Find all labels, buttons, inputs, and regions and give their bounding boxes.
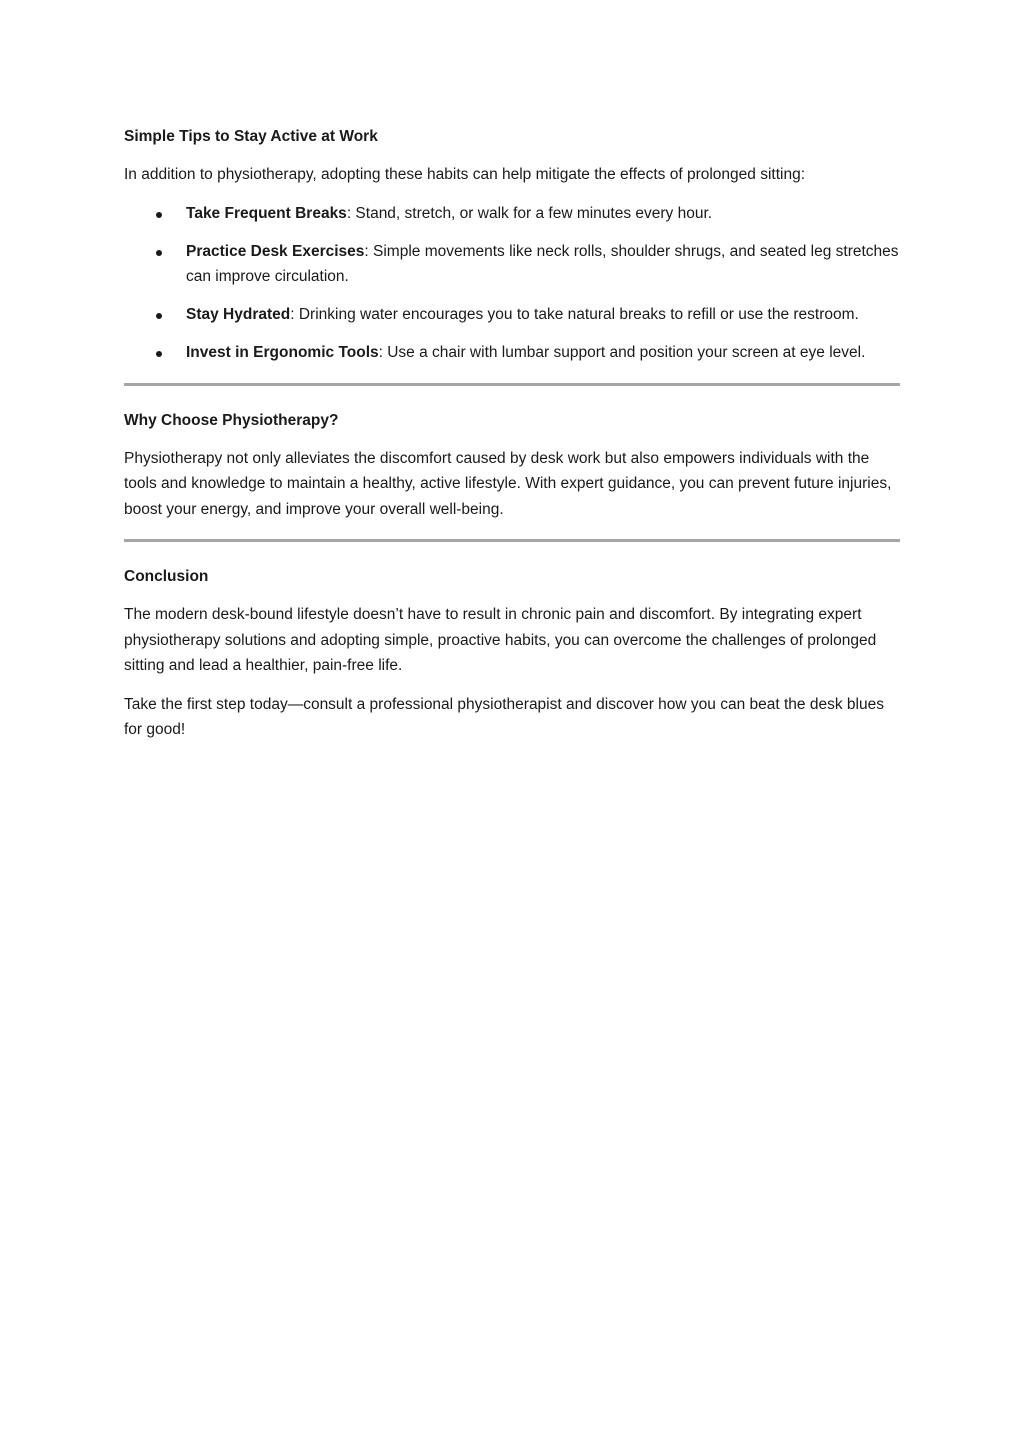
list-item xyxy=(124,239,900,290)
bullet-icon xyxy=(156,313,162,319)
why-body: Physiotherapy not only alleviates the discomfort caused by desk work but also empowers individuals with the tools and knowledge to maintain a healthy, active lifestyle. With expert guidance, you can prevent future injuries, boost your energy, and improve your overall well-being. xyxy=(124,449,892,518)
tips-heading: Simple Tips to Stay Active at Work xyxy=(124,128,378,145)
tip-text: : Stand, stretch, or walk for a few minutes every hour. xyxy=(346,204,713,222)
section-divider xyxy=(124,539,900,542)
conclusion-section xyxy=(124,564,900,743)
tip-term: Invest in Ergonomic Tools xyxy=(186,344,379,361)
conclusion-paragraph: The modern desk-bound lifestyle doesn’t have to result in chronic pain and discomfort. By integrating expert physiotherapy solutions and adopting simple, proactive habits, you can overcome the challenges of prolonged sitting and lead a healthier, pain-free life. xyxy=(124,606,877,674)
tip-text: : Simple movements like neck rolls, shoulder shrugs, and seated leg stretches can improve circulation. xyxy=(186,242,899,285)
tips-section xyxy=(124,124,900,366)
tip-term: Stay Hydrated xyxy=(186,306,291,323)
tip-text: : Drinking water encourages you to take natural breaks to refill or use the restroom. xyxy=(290,306,859,323)
bullet-icon xyxy=(156,351,162,357)
tips-intro: In addition to physiotherapy, adopting these habits can help mitigate the effects of prolonged sitting: xyxy=(124,166,806,183)
why-section xyxy=(124,408,900,523)
bullet-icon xyxy=(156,212,162,218)
document-page xyxy=(124,124,900,756)
conclusion-paragraph: Take the first step today—consult a professional physiotherapist and discover how you can beat the desk blues for good! xyxy=(124,695,884,738)
why-heading: Why Choose Physiotherapy? xyxy=(124,411,339,429)
bullet-icon xyxy=(156,250,162,256)
section-divider xyxy=(124,383,900,386)
tip-text: : Use a chair with lumbar support and position your screen at eye level. xyxy=(378,344,866,361)
tip-term: Take Frequent Breaks xyxy=(186,204,347,222)
tips-list xyxy=(124,201,900,366)
tip-term: Practice Desk Exercises xyxy=(186,242,365,260)
list-item xyxy=(124,302,900,328)
list-item xyxy=(124,201,900,227)
conclusion-heading: Conclusion xyxy=(124,568,209,585)
list-item xyxy=(124,340,900,366)
